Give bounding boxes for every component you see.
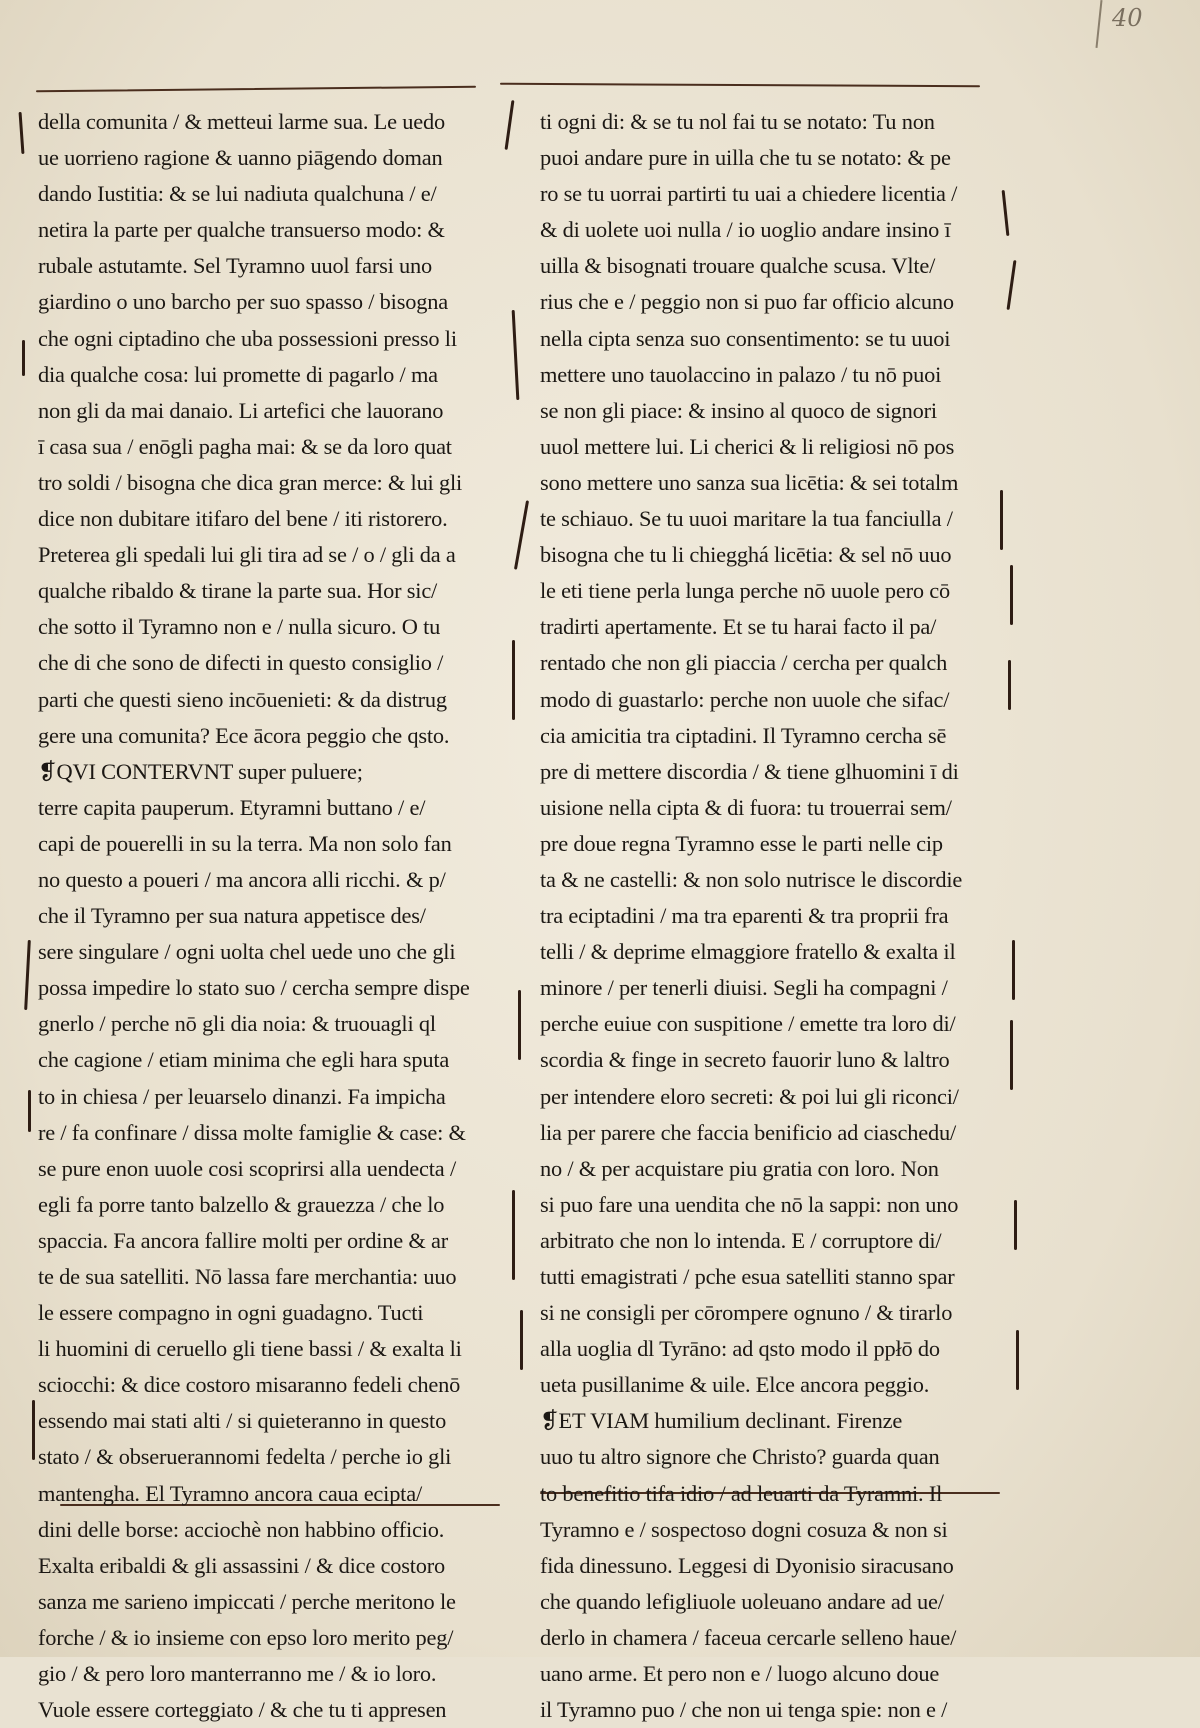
text-line: stato / & obseruerannomi fedelta / perche io gli	[38, 1444, 452, 1470]
text-line: che sotto il Tyramno non e / nulla sicuro. O tu	[38, 614, 441, 640]
text-line: ro se tu uorrai partirti tu uai a chiedere licentia /	[540, 181, 958, 207]
text-line: ❡ET VIAM humilium declinant. Firenze	[540, 1408, 903, 1434]
text-line: dando Iustitia: & se lui nadiuta qualchuna / e/	[38, 181, 437, 207]
text-line: della comunita / & metteui larme sua. Le uedo	[38, 109, 445, 134]
text-line: che cagione / etiam minima che egli hara sputa	[38, 1047, 450, 1073]
text-line: rius che e / peggio non si puo far officio alcuno	[540, 289, 954, 315]
margin-mark	[518, 990, 521, 1060]
text-line: fida dinessuno. Leggesi di Dyonisio siracusano	[540, 1552, 954, 1578]
text-line: netira la parte per qualche transuerso modo: &	[38, 217, 445, 243]
text-line: perche euiue con suspitione / emette tra loro di/	[540, 1011, 956, 1037]
text-line: gere una comunita? Ece ācora peggio che qsto.	[38, 722, 450, 748]
margin-mark	[28, 1090, 31, 1132]
text-line: ta & ne castelli: & non solo nutrisce le discordie	[540, 866, 963, 892]
text-line: sere singulare / ogni uolta chel uede uno che gli	[38, 939, 456, 965]
margin-mark	[520, 1310, 523, 1370]
top-rule-left	[36, 86, 476, 93]
text-line: capi de pouerelli in su la terra. Ma non solo fan	[38, 830, 452, 856]
text-line: forche / & io insieme con epso loro merito peg/	[38, 1624, 454, 1650]
text-line: le eti tiene perla lunga perche nō uuole pero cō	[540, 578, 951, 604]
text-line: dini delle borse: acciochè non habbino officio.	[38, 1516, 445, 1542]
margin-mark	[19, 112, 25, 154]
text-line: puoi andare pure in uilla che tu se notato: & pe	[540, 145, 951, 171]
text-line: se pure enon uuole cosi scoprirsi alla uendecta /	[38, 1155, 456, 1181]
text-line: tra eciptadini / ma tra eparenti & tra proprii fra	[540, 903, 949, 929]
text-line: per intendere eloro secreti: & poi lui gli riconci/	[540, 1083, 959, 1109]
text-line: lia per parere che faccia benificio ad ciaschedu/	[540, 1119, 956, 1145]
margin-mark	[1012, 940, 1015, 1000]
text-line: minore / per tenerli diuisi. Segli ha compagni /	[540, 975, 948, 1001]
text-line: che quando lefigliuole uoleuano andare ad ue/	[540, 1588, 944, 1614]
text-line: Preterea gli spedali lui gli tira ad se / o / gli da a	[38, 542, 456, 568]
text-line: modo di guastarlo: perche non uuole che sifac/	[540, 686, 950, 712]
margin-mark	[1010, 1020, 1013, 1090]
text-line: spaccia. Fa ancora fallire molti per ordine & ar	[38, 1227, 449, 1253]
text-line: Vuole essere corteggiato / & che tu ti appresen	[38, 1697, 447, 1723]
text-line: scordia & finge in secreto fauorir luno & laltro	[540, 1047, 950, 1073]
margin-mark	[24, 940, 31, 1010]
text-line: uano arme. Et pero non e / luogo alcuno doue	[540, 1661, 940, 1687]
text-line: uuo tu altro signore che Christo? guarda quan	[540, 1444, 940, 1470]
text-line: to benefitio tifa idio / ad leuarti da Tyramni. Il	[540, 1480, 943, 1506]
text-line: dia qualche cosa: lui promette di pagarlo / ma	[38, 361, 438, 387]
text-line: dice non dubitare itifaro del bene / iti ristorero.	[38, 506, 448, 532]
text-line: te de sua satelliti. Nō lassa fare merchantia: uuo	[38, 1264, 457, 1289]
left-text-column	[38, 104, 506, 1728]
margin-mark	[1010, 565, 1013, 625]
text-line: ī casa sua / enōgli pagha mai: & se da loro quat	[38, 433, 452, 459]
text-line: no questo a poueri / ma ancora alli ricchi. & p/	[38, 866, 446, 892]
text-line: alla uoglia dl Tyrāno: ad qsto modo il ppłō do	[540, 1336, 940, 1362]
text-line: non gli da mai danaio. Li artefici che lauorano	[38, 397, 444, 423]
text-line: ue uorrieno ragione & uanno piāgendo doman	[38, 145, 443, 171]
margin-mark	[505, 100, 515, 150]
text-line: te schiauo. Se tu uuoi maritare la tua fanciulla /	[540, 506, 953, 532]
text-line: pre doue regna Tyramno esse le parti nelle cip	[540, 830, 943, 856]
text-line: essendo mai stati alti / si quieteranno in questo	[38, 1408, 447, 1434]
text-line: to in chiesa / per leuarselo dinanzi. Fa impicha	[38, 1083, 446, 1109]
text-line: Exalta eribaldi & gli assassini / & dice costoro	[38, 1552, 446, 1578]
margin-mark	[22, 340, 25, 376]
text-line: qualche ribaldo & tirane la parte sua. Hor sic/	[38, 578, 438, 604]
text-line: che il Tyramno per sua natura appetisce des/	[38, 903, 426, 929]
text-line: che di che sono de difecti in questo consiglio /	[38, 650, 444, 676]
text-line: rubale astutamte. Sel Tyramno uuol farsi uno	[38, 253, 433, 279]
text-line: li huomini di ceruello gli tiene bassi / & exalta li	[38, 1336, 462, 1362]
text-line: si puo fare una uendita che nō la sappi: non uno	[540, 1191, 959, 1217]
text-line: sanza me sarieno impiccati / perche meritono le	[38, 1588, 456, 1614]
text-line: possa impedire lo stato suo / cercha sempre dispe	[38, 975, 470, 1001]
margin-mark	[512, 1190, 515, 1280]
text-line: sono mettere uno sanza sua licētia: & sei totalm	[540, 469, 959, 495]
text-line: le essere compagno in ogni guadagno. Tucti	[38, 1300, 424, 1326]
text-line: si ne consigli per cōrompere ognuno / & tirarlo	[540, 1300, 953, 1326]
text-line: sciocchi: & dice costoro misaranno fedeli chenō	[38, 1372, 461, 1398]
text-line: se non gli piace: & insino al quoco de signori	[540, 397, 937, 423]
text-line: pre di mettere discordia / & tiene glhuomini ī di	[540, 758, 959, 784]
top-rule-right	[500, 83, 980, 88]
margin-mark	[1014, 1200, 1017, 1250]
text-line: uilla & bisognati trouare qualche scusa. Vlte/	[540, 253, 936, 279]
text-line: il Tyramno puo / che non ui tenga spie: non e /	[540, 1697, 948, 1723]
margin-mark	[514, 500, 529, 569]
text-line: terre capita pauperum. Etyramni buttano / e/	[38, 794, 426, 820]
text-line: derlo in chamera / faceua cercarle selleno haue/	[540, 1624, 957, 1650]
text-line: bisogna che tu li chiegghá licētia: & sel nō uuo	[540, 542, 952, 568]
text-line: ❡QVI CONTERVNT super puluere;	[38, 758, 363, 784]
folio-bracket	[1095, 0, 1102, 48]
text-line: cia amicitia tra ciptadini. Il Tyramno cercha sē	[540, 722, 947, 748]
text-line: Tyramno e / sospectoso dogni cosuza & non si	[540, 1516, 948, 1542]
text-line: uuol mettere lui. Li cherici & li religiosi nō pos	[540, 433, 955, 459]
text-line: re / fa confinare / dissa molte famiglie & case: &	[38, 1119, 466, 1145]
text-line: ueta pusillanime & uile. Elce ancora peggio.	[540, 1372, 930, 1398]
text-line: ti ogni di: & se tu nol fai tu se notato: Tu non	[540, 109, 935, 134]
right-text-column	[540, 104, 1010, 1728]
text-line: & di uolete uoi nulla / io uoglio andare insino ī	[540, 217, 951, 243]
folio-number: 40	[1112, 4, 1143, 32]
text-line: arbitrato che non lo intenda. E / corruptore di/	[540, 1227, 942, 1253]
text-line: uisione nella cipta & di fuora: tu trouerrai sem/	[540, 794, 952, 820]
margin-mark	[512, 640, 515, 720]
margin-mark	[1016, 1330, 1019, 1390]
margin-mark	[32, 1400, 35, 1460]
text-line: no / & per acquistare piu gratia con loro. Non	[540, 1155, 939, 1181]
text-line: tradirti apertamente. Et se tu harai facto il pa/	[540, 614, 937, 640]
text-line: gio / & pero loro manterranno me / & io loro.	[38, 1661, 437, 1687]
text-line: giardino o uno barcho per suo spasso / bisogna	[38, 289, 448, 315]
text-line: tro soldi / bisogna che dica gran merce: & lui gli	[38, 469, 463, 495]
text-line: rentado che non gli piaccia / cercha per qualch	[540, 650, 948, 676]
text-line: nella cipta senza suo consentimento: se tu uuoi	[540, 325, 951, 351]
text-line: tutti emagistrati / pche esua satelliti stanno spar	[540, 1264, 955, 1289]
text-line: che ogni ciptadino che uba possessioni presso li	[38, 325, 457, 351]
margin-mark	[512, 310, 520, 400]
text-line: parti che questi sieno incōuenieti: & da distrug	[38, 686, 447, 712]
text-line: mantengha. El Tyramno ancora caua ecipta/	[38, 1480, 422, 1506]
text-line: mettere uno tauolaccino in palazo / tu nō puoi	[540, 361, 942, 387]
text-line: telli / & deprime elmaggiore fratello & exalta il	[540, 939, 956, 965]
text-line: gnerlo / perche nō gli dia noia: & truouagli ql	[38, 1011, 436, 1037]
text-line: egli fa porre tanto balzello & grauezza / che lo	[38, 1191, 445, 1217]
